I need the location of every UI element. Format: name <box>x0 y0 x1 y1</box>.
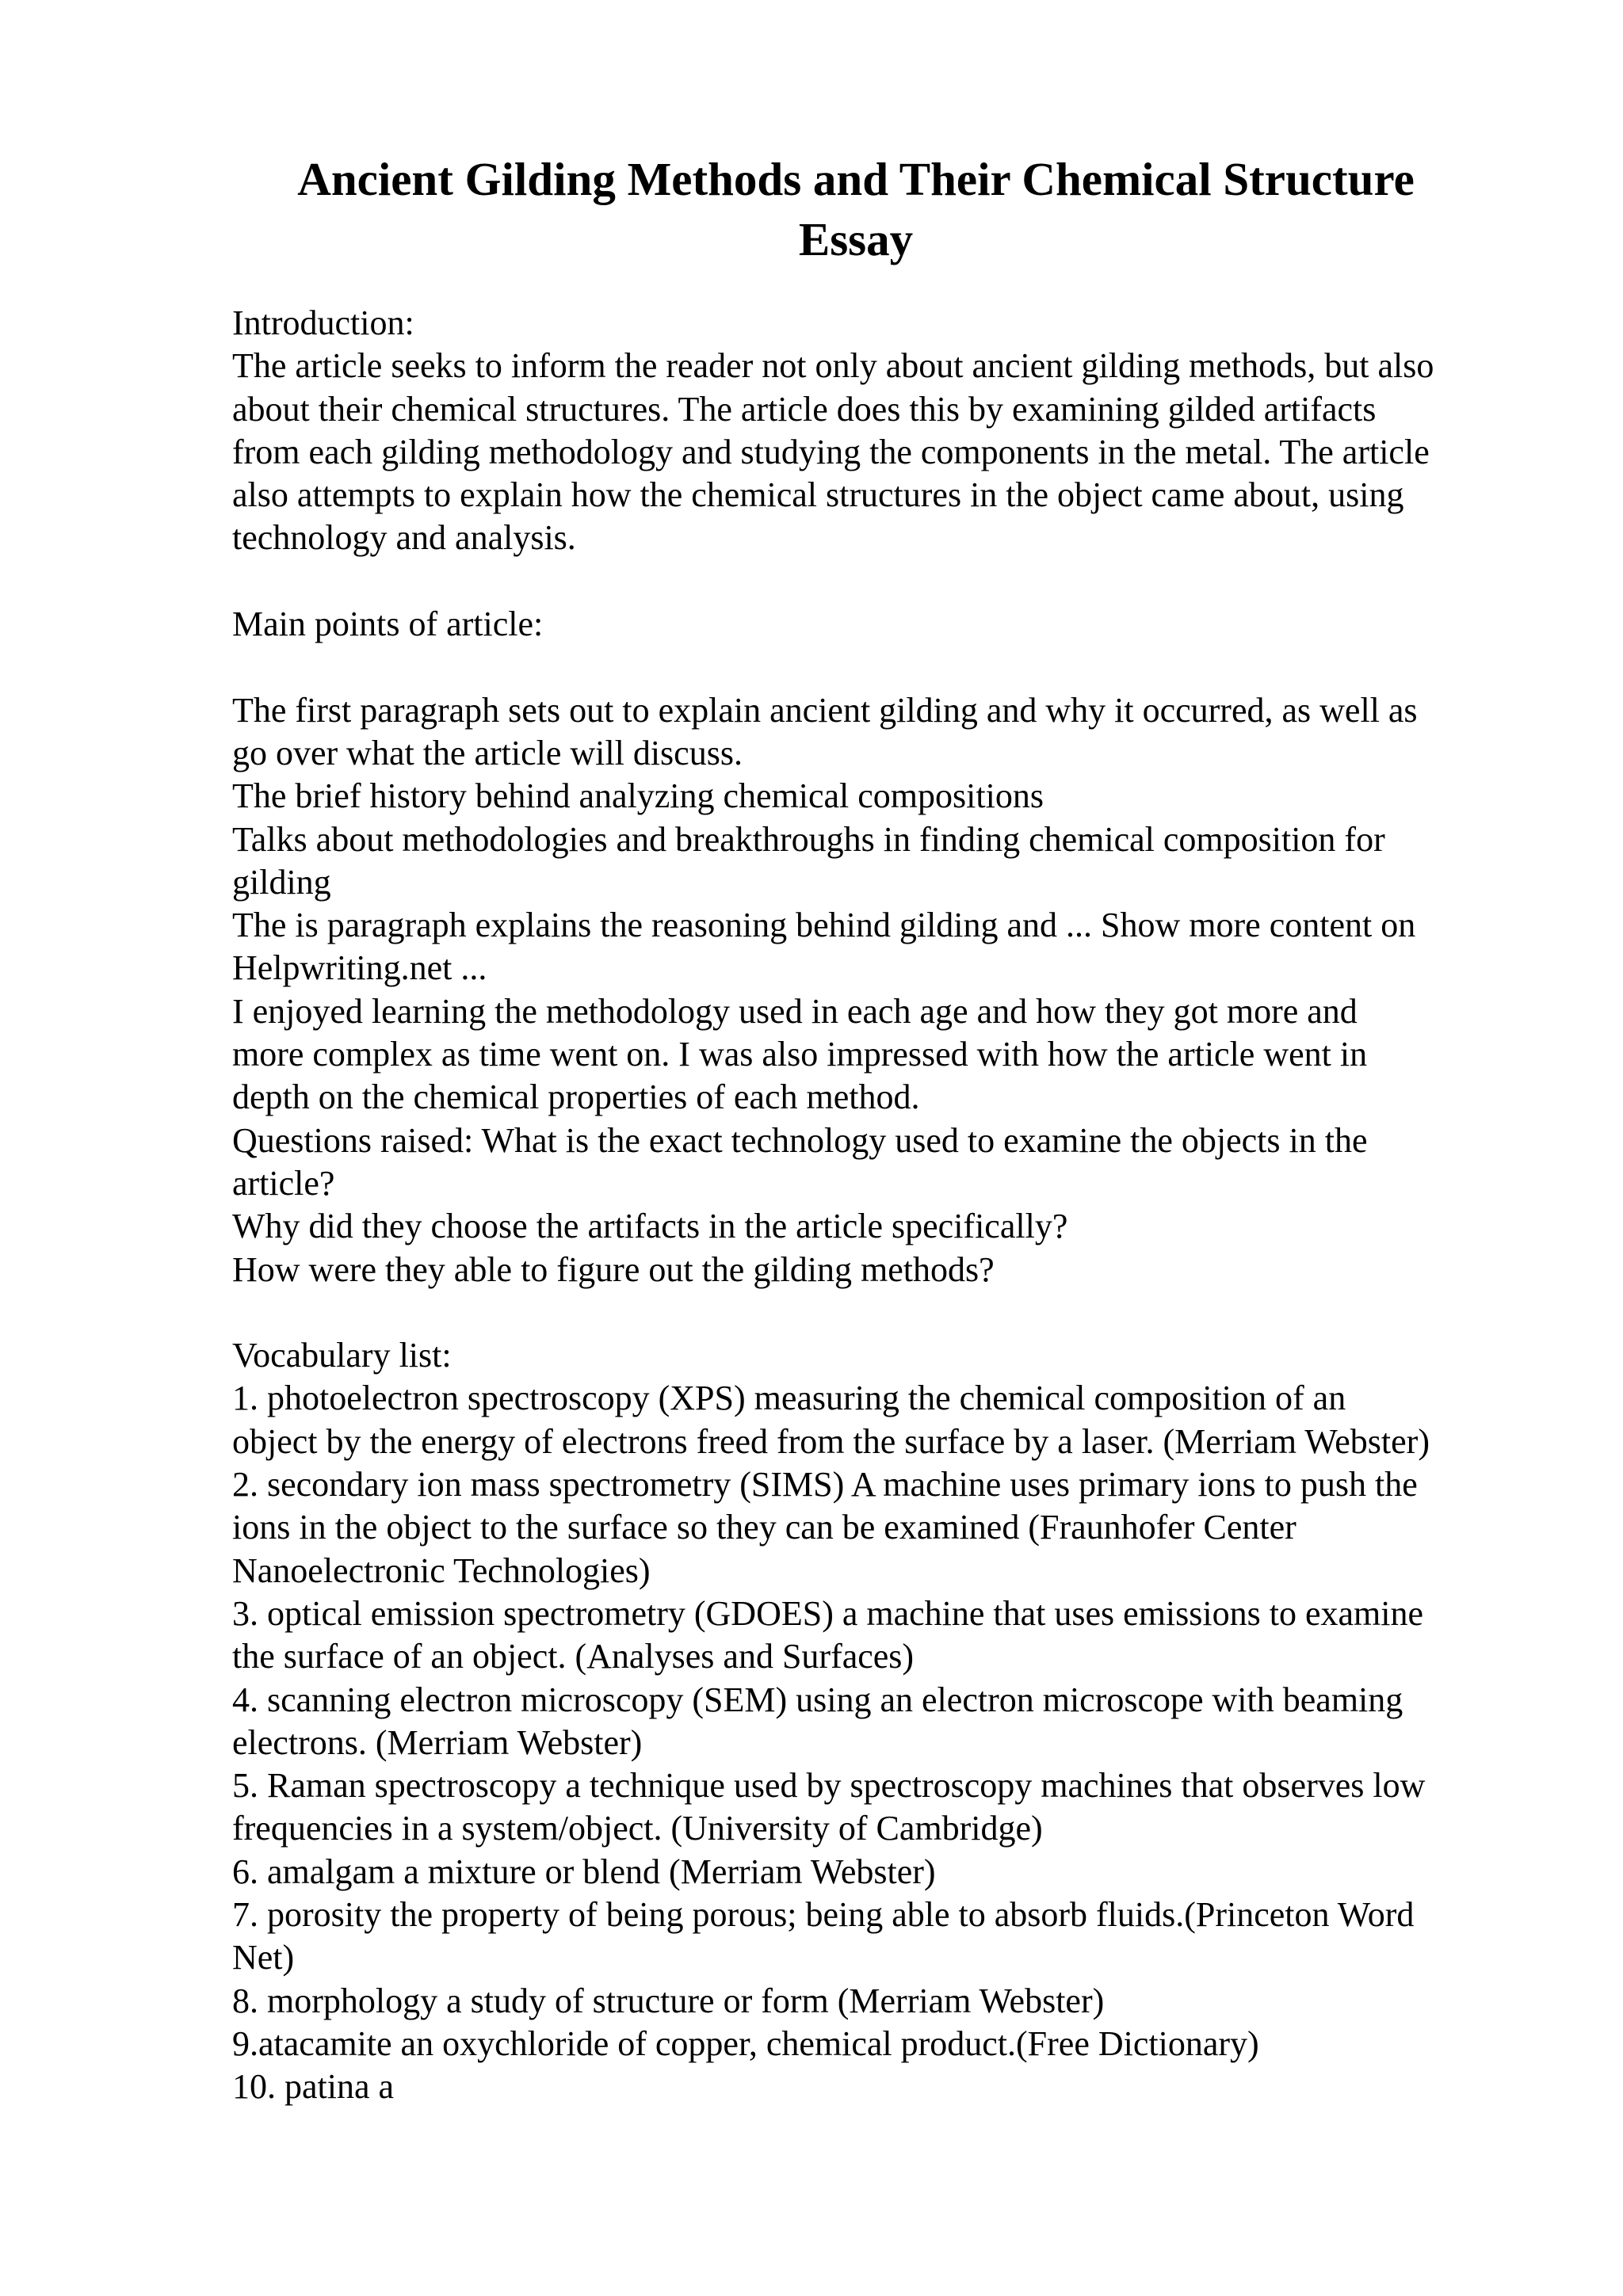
vocabulary-line: 2. secondary ion mass spectrometry (SIMS) A machine uses primary ions to push the <box>232 1465 1418 1505</box>
vocabulary-line: 4. scanning electron microscopy (SEM) using an electron microscope with beaming <box>232 1680 1403 1719</box>
vocabulary-line: object by the energy of electrons freed from the surface by a laser. (Merriam Webster) <box>232 1421 1430 1461</box>
paragraph-gap <box>232 646 1532 688</box>
vocabulary-line: 9.atacamite an oxychloride of copper, chemical product.(Free Dictionary) <box>232 2023 1259 2063</box>
main-points-line: gilding <box>232 862 331 902</box>
main-points-line: The first paragraph sets out to explain ancient gilding and why it occurred, as well as <box>232 690 1418 730</box>
vocabulary-line: electrons. (Merriam Webster) <box>232 1722 643 1762</box>
paragraph-gap <box>232 1291 1532 1334</box>
vocabulary-line: 3. optical emission spectrometry (GDOES) a machine that uses emissions to examine <box>232 1593 1424 1633</box>
introduction-heading: Introduction: <box>232 303 414 342</box>
main-points-line: Helpwriting.net ... <box>232 948 487 988</box>
main-points-section <box>232 603 1532 1291</box>
vocabulary-line: 1. photoelectron spectroscopy (XPS) measuring the chemical composition of an <box>232 1379 1346 1418</box>
vocabulary-line: 10. patina a <box>232 2067 395 2107</box>
introduction-line: technology and analysis. <box>232 518 576 558</box>
vocabulary-line: Net) <box>232 1938 295 1978</box>
introduction-section <box>232 302 1532 560</box>
vocabulary-section <box>232 1334 1532 2108</box>
introduction-line: also attempts to explain how the chemical structures in the object came about, using <box>232 475 1404 515</box>
essay-title <box>238 149 1474 269</box>
main-points-line: more complex as time went on. I was also impressed with how the article went in <box>232 1035 1368 1074</box>
essay-body <box>232 302 1532 2108</box>
introduction-line: from each gilding methodology and studying the components in the metal. The article <box>232 432 1430 471</box>
vocabulary-line: frequencies in a system/object. (University of Cambridge) <box>232 1809 1043 1848</box>
vocabulary-line: 7. porosity the property of being porous; being able to absorb fluids.(Princeton Word <box>232 1894 1415 1934</box>
main-points-line: depth on the chemical properties of each method. <box>232 1077 920 1117</box>
main-points-line: Talks about methodologies and breakthroughs in finding chemical composition for <box>232 819 1385 859</box>
main-points-line: How were they able to figure out the gilding methods? <box>232 1249 995 1289</box>
main-points-line: The is paragraph explains the reasoning behind gilding and ... Show more content on <box>232 906 1416 945</box>
vocabulary-line: Nanoelectronic Technologies) <box>232 1550 651 1590</box>
introduction-line: about their chemical structures. The article does this by examining gilded artifacts <box>232 389 1377 429</box>
paragraph-gap <box>232 560 1532 603</box>
main-points-heading: Main points of article: <box>232 605 544 644</box>
main-points-line: I enjoyed learning the methodology used in each age and how they got more and <box>232 991 1358 1031</box>
vocabulary-line: the surface of an object. (Analyses and Surfaces) <box>232 1637 915 1676</box>
main-points-line: Questions raised: What is the exact technology used to examine the objects in the <box>232 1120 1368 1160</box>
vocabulary-line: 5. Raman spectroscopy a technique used by spectroscopy machines that observes low <box>232 1766 1426 1806</box>
main-points-line: article? <box>232 1163 335 1203</box>
title-line: Essay <box>798 213 914 265</box>
main-points-line: The brief history behind analyzing chemical compositions <box>232 776 1044 816</box>
main-points-line: go over what the article will discuss. <box>232 733 743 772</box>
introduction-line: The article seeks to inform the reader not only about ancient gilding methods, but also <box>232 346 1434 386</box>
vocabulary-line: 8. morphology a study of structure or form (Merriam Webster) <box>232 1981 1105 2020</box>
vocabulary-line: 6. amalgam a mixture or blend (Merriam Webster) <box>232 1852 936 1891</box>
main-points-line: Why did they choose the artifacts in the article specifically? <box>232 1207 1068 1246</box>
vocabulary-line: ions in the object to the surface so they can be examined (Fraunhofer Center <box>232 1508 1296 1547</box>
vocabulary-heading: Vocabulary list: <box>232 1336 452 1375</box>
title-line: Ancient Gilding Methods and Their Chemical Structure <box>297 153 1415 205</box>
